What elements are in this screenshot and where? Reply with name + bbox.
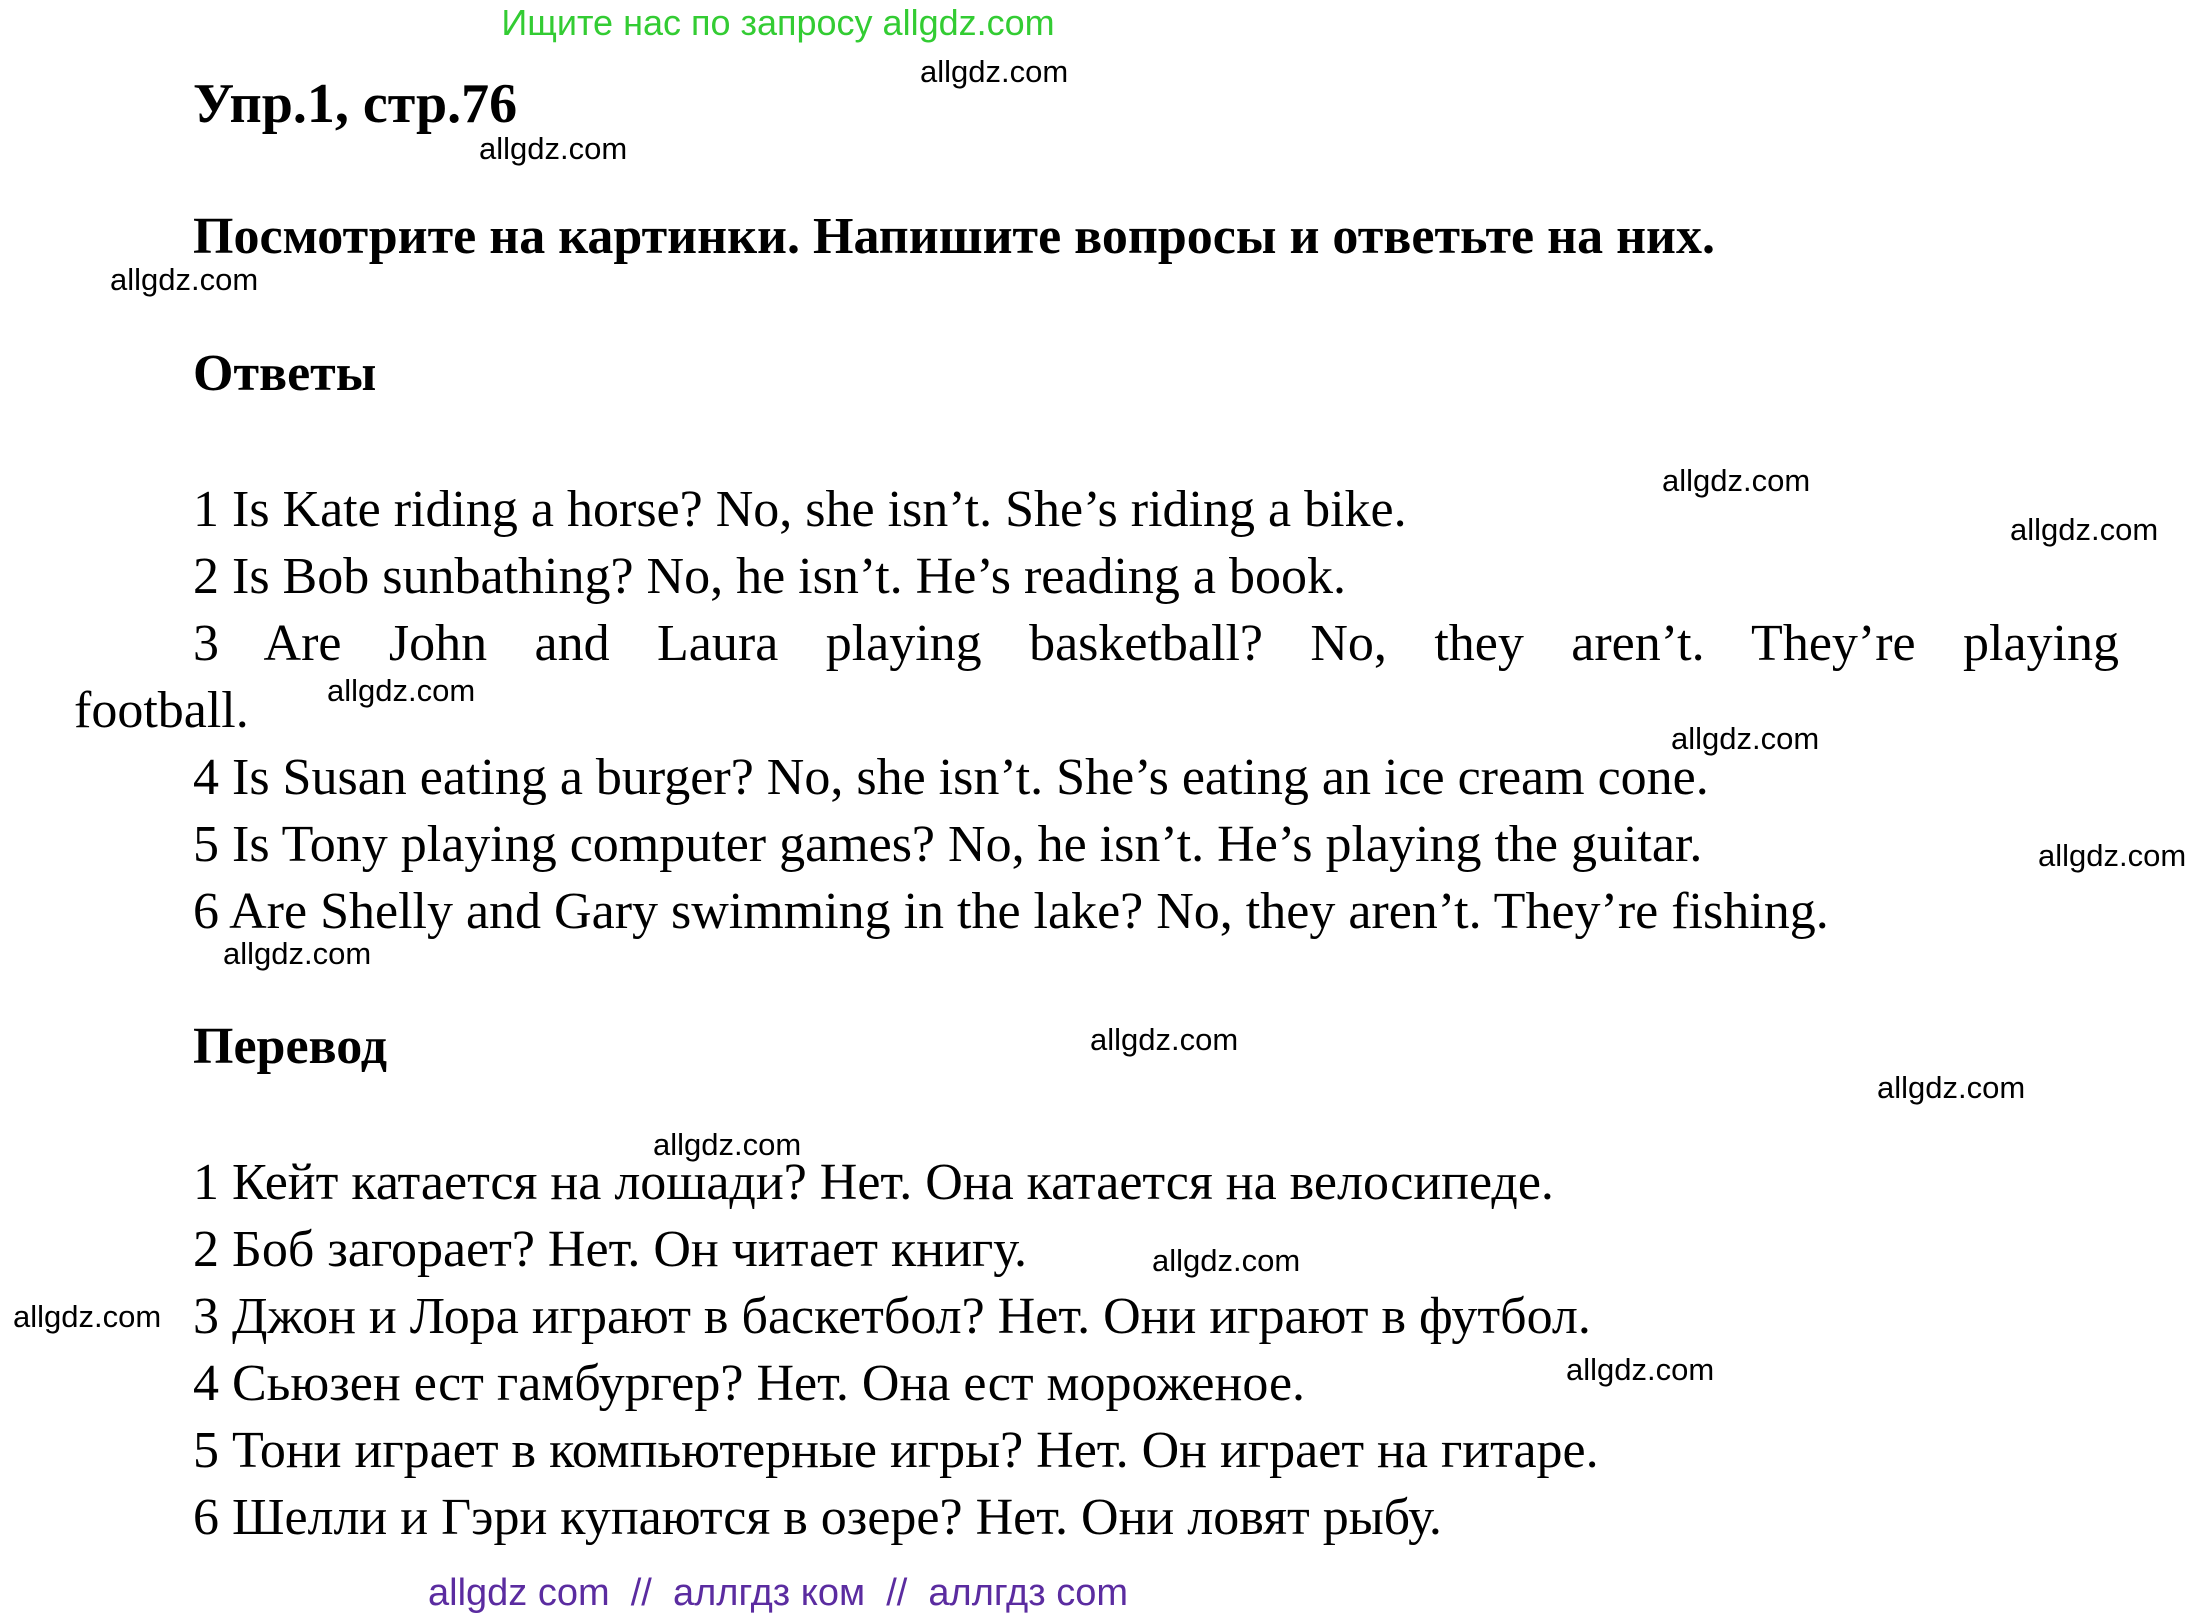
watermark: allgdz.com [1090, 1022, 1239, 1057]
answer-line: 3 Are John and Laura playing basketball? No, they aren’t. They’re playing [193, 615, 2119, 672]
translation-line: 5 Тони играет в компьютерные игры? Нет. Он играет на гитаре. [193, 1422, 1599, 1479]
watermark: allgdz.com [1662, 463, 1811, 498]
instruction-text: Посмотрите на картинки. Напишите вопросы и ответьте на них. [193, 208, 1716, 265]
top-banner[interactable]: Ищите нас по запросу allgdz.com [501, 2, 1055, 43]
exercise-title: Упр.1, стр.76 [193, 73, 518, 135]
answer-line: 1 Is Kate riding a horse? No, she isn’t. She’s riding a bike. [193, 481, 1407, 538]
watermark: allgdz.com [223, 936, 372, 971]
answer-line: 5 Is Tony playing computer games? No, he isn’t. He’s playing the guitar. [193, 816, 1703, 873]
watermark: allgdz.com [1566, 1352, 1715, 1387]
answer-line-continuation: football. [74, 682, 249, 739]
answer-line: 6 Are Shelly and Gary swimming in the lake? No, they aren’t. They’re fishing. [193, 883, 1829, 940]
watermark: allgdz.com [2038, 838, 2187, 873]
watermark: allgdz.com [920, 54, 1069, 89]
answer-line: 4 Is Susan eating a burger? No, she isn’t. She’s eating an ice cream cone. [193, 749, 1709, 806]
translation-line: 1 Кейт катается на лошади? Нет. Она катается на велосипеде. [193, 1154, 1554, 1211]
translation-line: 6 Шелли и Гэри купаются в озере? Нет. Они ловят рыбу. [193, 1489, 1442, 1546]
watermark: allgdz.com [1671, 721, 1820, 756]
watermark: allgdz.com [327, 673, 476, 708]
watermark: allgdz.com [653, 1127, 802, 1162]
watermark: allgdz.com [479, 131, 628, 166]
translation-line: 3 Джон и Лора играют в баскетбол? Нет. Они играют в футбол. [193, 1288, 1591, 1345]
watermark: allgdz.com [1152, 1243, 1301, 1278]
answers-heading: Ответы [193, 345, 377, 402]
watermark: allgdz.com [1877, 1070, 2026, 1105]
watermark: allgdz.com [13, 1299, 162, 1334]
translation-heading: Перевод [193, 1018, 388, 1075]
translation-line: 2 Боб загорает? Нет. Он читает книгу. [193, 1221, 1028, 1278]
footer-links[interactable]: allgdz com // аллгдз ком // аллгдз com [428, 1572, 1128, 1614]
watermark: allgdz.com [2010, 512, 2159, 547]
translation-line: 4 Сьюзен ест гамбургер? Нет. Она ест мороженое. [193, 1355, 1306, 1412]
watermark: allgdz.com [110, 262, 259, 297]
answer-line: 2 Is Bob sunbathing? No, he isn’t. He’s reading a book. [193, 548, 1346, 605]
